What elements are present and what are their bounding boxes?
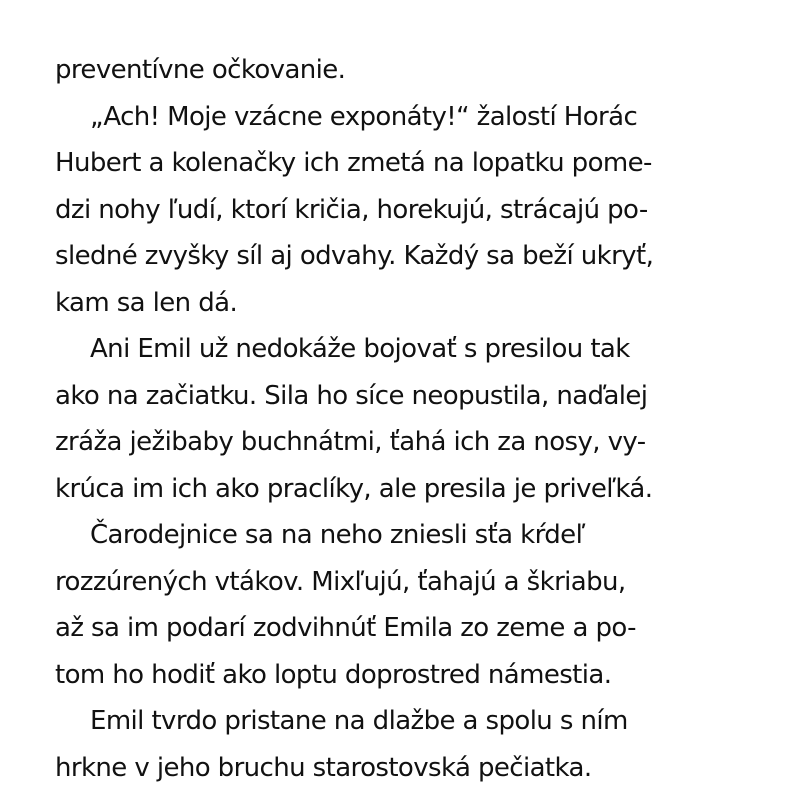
text-line: Hubert a kolenačky ich zmetá na lopatku pome- bbox=[55, 148, 652, 178]
text-line: ako na začiatku. Sila ho síce neopustila, naďalej bbox=[55, 381, 648, 411]
text-line: Ani Emil už nedokáže bojovať s presilou tak bbox=[90, 334, 630, 364]
text-line: kam sa len dá. bbox=[55, 288, 238, 318]
text-line: sledné zvyšky síl aj odvahy. Každý sa beží ukryť, bbox=[55, 241, 654, 271]
text-line: dzi nohy ľudí, ktorí kričia, horekujú, strácajú po- bbox=[55, 195, 648, 225]
text-line: až sa im podarí zodvihnúť Emila zo zeme a po- bbox=[55, 613, 636, 643]
text-line: rozzúrených vtákov. Mixľujú, ťahajú a škriabu, bbox=[55, 567, 626, 597]
text-line: Emil tvrdo pristane na dlažbe a spolu s ním bbox=[90, 706, 628, 736]
text-line: „Ach! Moje vzácne exponáty!“ žalostí Horác bbox=[90, 102, 638, 132]
text-line: preventívne očkovanie. bbox=[55, 55, 346, 85]
text-line: hrkne v jeho bruchu starostovská pečiatka. bbox=[55, 753, 592, 783]
text-line: tom ho hodiť ako loptu doprostred námestia. bbox=[55, 660, 612, 690]
text-line: krúca im ich ako praclíky, ale presila je priveľká. bbox=[55, 474, 653, 504]
text-line: zráža ježibaby buchnátmi, ťahá ich za nosy, vy- bbox=[55, 427, 646, 457]
text-line: Čarodejnice sa na neho zniesli sťa kŕdeľ bbox=[90, 520, 585, 550]
